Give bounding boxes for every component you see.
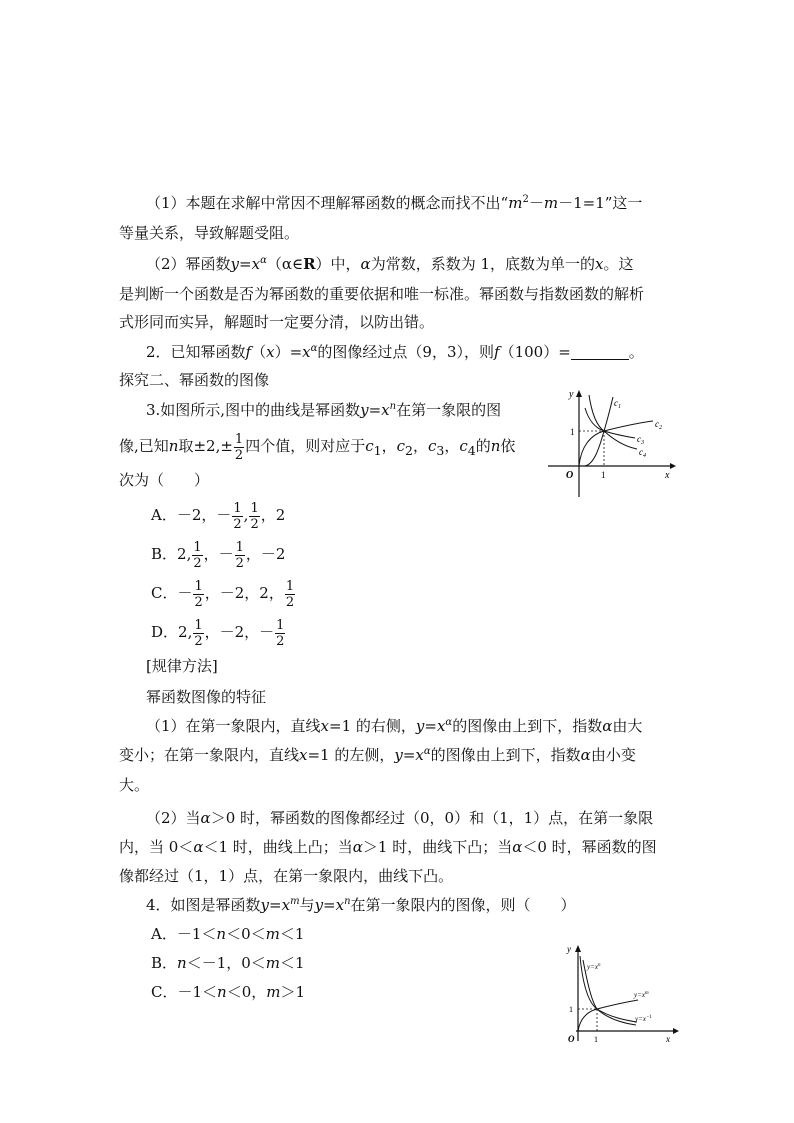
text: ＜1 时，曲线上凸；当 — [203, 838, 353, 856]
x: x — [266, 343, 275, 361]
option-b — [151, 536, 285, 572]
curve-c1 — [585, 397, 613, 466]
den: 2 — [235, 555, 244, 571]
exp: m — [644, 991, 649, 996]
var-x: x — [595, 255, 604, 273]
note2-line1 — [146, 254, 634, 274]
var-m: m — [543, 194, 559, 212]
text: 像,已知 — [119, 437, 169, 455]
den: 2 — [194, 594, 203, 610]
fraction — [193, 618, 203, 649]
q4-option-a — [151, 924, 304, 944]
option-c — [151, 575, 296, 611]
den: 2 — [234, 447, 244, 463]
text: ＜－1，0＜ — [186, 954, 266, 972]
label-one-x: 1 — [601, 470, 606, 480]
num: 1 — [194, 578, 203, 594]
c: c — [655, 419, 659, 429]
den: 2 — [193, 555, 202, 571]
f: f — [494, 343, 500, 361]
sep: ， — [412, 437, 428, 455]
text: （2）幂函数 — [146, 255, 231, 273]
sub: 2 — [659, 425, 662, 431]
sep: ， — [381, 437, 397, 455]
c: c — [639, 447, 643, 457]
label-c1 — [614, 398, 621, 410]
sub: 2 — [404, 443, 413, 458]
question-3-line1 — [146, 400, 501, 420]
alpha: α — [200, 809, 211, 827]
exp: m — [290, 896, 300, 907]
text: ，－2 — [245, 545, 286, 563]
text: － — [528, 194, 544, 212]
c: c — [396, 437, 405, 455]
den: 2 — [194, 633, 203, 649]
q4-option-c — [151, 982, 305, 1002]
fraction — [249, 501, 259, 532]
den: 2 — [285, 594, 295, 610]
formula: y=x — [587, 963, 598, 971]
alpha: α — [512, 838, 523, 856]
formula: y=x — [360, 401, 390, 419]
text: ，－ — [203, 545, 234, 563]
figure-power-curves-q4 — [562, 940, 687, 1045]
sub: 3 — [641, 440, 644, 446]
exp: α — [310, 343, 318, 354]
text: ）= — [274, 343, 303, 361]
num: 1 — [285, 578, 295, 594]
alpha: α — [602, 717, 613, 735]
text: 内，当 0＜ — [119, 838, 194, 856]
exp: α — [423, 746, 431, 757]
sub: 4 — [643, 453, 646, 459]
den: 2 — [233, 516, 242, 532]
den: 2 — [276, 633, 285, 649]
label-y: y — [567, 944, 571, 954]
feature2-line2 — [119, 837, 657, 857]
text: A．－1＜ — [151, 925, 217, 943]
text: =1 的左侧， — [307, 746, 395, 764]
x-arrow — [670, 463, 676, 469]
text: 的 — [475, 437, 491, 455]
question-3-line3: 次为（ ） — [119, 471, 210, 489]
text: ＜0， — [226, 983, 267, 1001]
x: x — [299, 746, 308, 764]
alpha: α — [193, 838, 204, 856]
text: C．－ — [151, 584, 193, 602]
text: ，－2，2， — [204, 584, 284, 602]
alpha: α — [360, 255, 371, 273]
text: 3.如图所示,图中的曲线是幂函数 — [146, 401, 361, 419]
text: （2）当 — [146, 809, 201, 827]
text: ＜1 — [280, 954, 305, 972]
set-R: R — [303, 255, 316, 273]
m: m — [265, 954, 281, 972]
label-curve-n — [586, 963, 601, 971]
text: 由大 — [612, 717, 643, 735]
label-one-y: 1 — [569, 1005, 573, 1014]
text: C．－1＜ — [151, 983, 218, 1001]
note1-line2: 等量关系，导致解题受阻。 — [119, 224, 300, 242]
text: （ — [251, 343, 267, 361]
text: 的图像由上到下，指数 — [430, 746, 581, 764]
text: 四个值，则对应于 — [245, 437, 366, 455]
text: 。 — [628, 343, 644, 361]
n: n — [490, 437, 501, 455]
num: 1 — [276, 617, 285, 633]
n: n — [168, 437, 179, 455]
option-a — [151, 497, 285, 533]
den: 2 — [250, 516, 259, 532]
alpha: α — [352, 838, 363, 856]
fraction — [193, 579, 203, 610]
num: 1 — [234, 431, 244, 447]
fraction — [232, 501, 242, 532]
label-one-x: 1 — [594, 1035, 598, 1044]
text: 4．如图是幂函数 — [146, 896, 261, 914]
text: 。这 — [603, 255, 634, 273]
label-curve-inverse — [634, 1015, 652, 1023]
text: 变小；在第一象限内，直线 — [119, 746, 300, 764]
text: 的图像由上到下，指数 — [452, 717, 603, 735]
formula: y=x — [415, 717, 446, 735]
label-one-y: 1 — [570, 427, 575, 437]
c: c — [427, 437, 437, 455]
sep: ， — [444, 437, 460, 455]
text: ＞1 时，曲线下凸；当 — [362, 838, 513, 856]
text: 与 — [299, 896, 315, 914]
text: （1）本题在求解中常因不理解幂函数的概念而找不出“ — [146, 194, 509, 212]
section-title: 探究二、幂函数的图像 — [119, 371, 270, 389]
c: c — [365, 437, 374, 455]
feature2-line1 — [146, 808, 653, 828]
label-x: x — [666, 1034, 670, 1044]
exp: n — [597, 963, 601, 968]
exp: −1 — [645, 1015, 652, 1020]
note2-line2: 是判断一个函数是否为幂函数的重要依据和唯一标准。幂函数与指数函数的解析 — [119, 285, 645, 303]
text: ）中， — [315, 255, 361, 273]
f: f — [245, 343, 252, 361]
answer-blank — [571, 345, 629, 360]
label-x: x — [665, 470, 670, 481]
text: D．2, — [151, 623, 193, 641]
text: ＞1 — [280, 983, 306, 1001]
fraction-half — [234, 432, 244, 463]
fraction — [275, 618, 285, 649]
text: （1）在第一象限内，直线 — [146, 717, 321, 735]
method-heading: [规律方法] — [146, 657, 218, 675]
c: c — [637, 434, 641, 444]
exp: n — [389, 401, 397, 412]
label-curve-m — [633, 991, 649, 999]
text: （α∈ — [266, 255, 304, 273]
c: c — [459, 437, 468, 455]
text: －1=1”这一 — [558, 194, 643, 212]
var-m: m — [508, 194, 523, 212]
formula: y=x — [394, 746, 424, 764]
text: ＜0＜ — [226, 925, 266, 943]
text: 2．已知幂函数 — [146, 343, 246, 361]
text: 为常数，系数为 1，底数为单一的 — [370, 255, 596, 273]
curve-x-m — [578, 1000, 638, 1031]
text: ＜1 — [279, 925, 305, 943]
text: ，－2，－ — [204, 623, 275, 641]
y-arrow — [575, 945, 581, 952]
text: 在第一象限内的图像，则（ ） — [350, 896, 576, 914]
num: 1 — [194, 617, 203, 633]
text: B． — [151, 954, 178, 972]
alpha: α — [580, 746, 591, 764]
question-4 — [146, 895, 576, 915]
fraction — [285, 579, 295, 610]
formula: y=x — [314, 896, 345, 914]
text: ＞0 时，幂函数的图像都经过（0，0）和（1，1）点，在第一象限 — [210, 809, 654, 827]
x-arrow — [673, 1028, 679, 1034]
text: , — [243, 506, 249, 524]
n: n — [216, 925, 227, 943]
fraction — [192, 540, 202, 571]
figure-power-curves-q3 — [545, 385, 685, 500]
num: 1 — [193, 539, 202, 555]
formula: y=x — [260, 896, 291, 914]
exp: 2 — [522, 194, 529, 205]
text: 由小变 — [590, 746, 636, 764]
note2-line3: 式形同而实异，解题时一定要分清，以防出错。 — [119, 313, 435, 331]
formula: y=x — [634, 991, 645, 999]
option-d — [151, 614, 286, 650]
question-3-line2 — [119, 428, 515, 469]
text: =1 的右侧， — [329, 717, 416, 735]
label-c3 — [637, 434, 644, 446]
features-title: 幂函数图像的特征 — [146, 688, 267, 706]
exp: α — [445, 717, 453, 728]
n: n — [217, 983, 227, 1001]
label-origin: O — [568, 1034, 575, 1044]
text: 在第一象限的图 — [396, 401, 502, 419]
n: n — [177, 954, 187, 972]
note1-line1 — [146, 193, 642, 213]
text: A．－2，－ — [151, 506, 232, 524]
label-origin: O — [566, 470, 574, 481]
question-2 — [146, 342, 644, 362]
sub: 4 — [467, 443, 476, 458]
num: 1 — [233, 500, 242, 516]
num: 1 — [250, 500, 259, 516]
x: x — [302, 343, 311, 361]
fraction — [235, 540, 245, 571]
text: 依 — [500, 437, 516, 455]
feature1-line1 — [146, 716, 642, 736]
sub: 1 — [618, 404, 621, 410]
feature1-line2 — [119, 745, 636, 765]
text: ＜0 时，幂函数的图 — [522, 838, 657, 856]
exp: α — [260, 255, 267, 266]
label-c2 — [655, 419, 662, 431]
sub: 3 — [436, 443, 445, 458]
text: 的图像经过点（9，3），则 — [317, 343, 494, 361]
m: m — [265, 925, 280, 943]
text: （100）= — [499, 343, 571, 361]
q4-option-b — [151, 953, 305, 973]
text: B．2, — [151, 545, 192, 563]
label-y: y — [569, 389, 574, 400]
formula: y=x — [635, 1015, 646, 1023]
num: 1 — [235, 539, 244, 555]
c: c — [614, 398, 618, 408]
sub: 1 — [373, 443, 382, 458]
feature2-line3: 像都经过（1，1）点，在第一象限内，曲线下凸。 — [119, 867, 454, 885]
m: m — [266, 983, 281, 1001]
text: 取±2,± — [178, 437, 233, 455]
exp: n — [344, 896, 351, 907]
x: x — [320, 717, 330, 735]
y-arrow — [576, 390, 582, 397]
feature1-line3: 大。 — [119, 776, 150, 794]
text: ，2 — [260, 506, 286, 524]
formula: y=x — [230, 255, 261, 273]
label-c4 — [639, 447, 646, 459]
curve-c4 — [589, 395, 637, 449]
